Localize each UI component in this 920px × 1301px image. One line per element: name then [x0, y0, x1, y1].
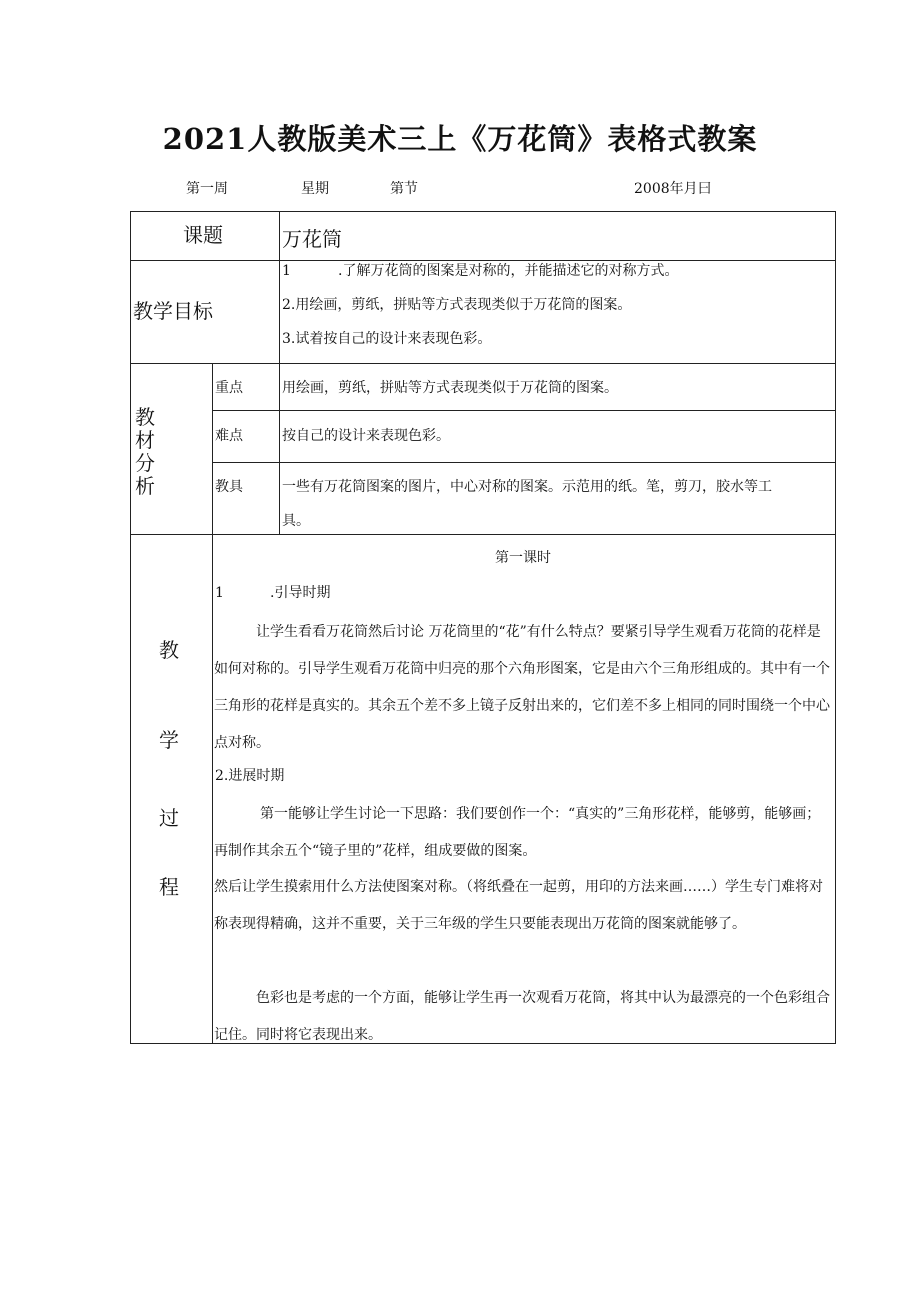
step-1-paragraph: 让学生看看万花筒然后讨论 万花筒里的“花”有什么特点？要紧引导学生观看万花筒的花样是如何对称的。引导学生观看万花筒中归亮的那个六角形图案，它是由六个三角形组成的。其中有一个三角形的花样是真实的。其余五个差不多上镜子反射出来的，它们差不多上相同的同时围绕一个中心点对称。 — [214, 624, 830, 751]
column-divider — [279, 211, 280, 363]
step-1-title: .引导时期 — [270, 585, 331, 601]
meta-period: 第节 — [390, 181, 418, 197]
value-topic: 万花筒 — [282, 227, 342, 251]
row-divider — [212, 462, 836, 463]
label-process-char-1: 教 — [159, 638, 179, 662]
goal-3-text: 3.试着按自己的设计来表现色彩。 — [282, 331, 492, 347]
label-process-char-2: 学 — [159, 728, 179, 752]
value-aids-line-1: 一些有万花筒图案的图片，中心对称的图案。示范用的纸。笔，剪刀，胶水等工 — [282, 479, 772, 495]
meta-week: 第一周 — [186, 181, 228, 197]
step-1-number: 1 — [215, 585, 224, 601]
step-2-paragraph-2: 然后让学生摸索用什么方法使图案对称。（将纸叠在一起剪，用印的方法来画……）学生专门难将对称表现得精确，这并不重要，关于三年级的学生只要能表现出万花筒的图案就能够了。 — [214, 879, 823, 932]
step-2-paragraph-1: 第一能够让学生讨论一下思路：我们要创作一个：“真实的”三角形花样，能够剪，能够画；再制作其余五个“镜子里的”花样，组成要做的图案。 — [214, 806, 821, 859]
label-difficulty: 难点 — [215, 428, 243, 444]
value-key-point: 用绘画，剪纸，拼贴等方式表现类似于万花筒的图案。 — [282, 380, 618, 396]
label-process-char-3: 过 — [159, 806, 179, 830]
row-divider — [212, 410, 836, 411]
label-material-analysis: 教材分析 — [135, 405, 155, 498]
meta-weekday: 星期 — [301, 181, 329, 197]
value-difficulty: 按自己的设计来表现色彩。 — [282, 428, 450, 444]
label-aids: 教具 — [215, 479, 243, 495]
label-goals: 教学目标 — [133, 299, 213, 323]
label-process-char-4: 程 — [159, 875, 179, 899]
label-key-point: 重点 — [215, 380, 243, 396]
step-2-paragraph-3: 色彩也是考虑的一个方面，能够让学生再一次观看万花筒，将其中认为最漂亮的一个色彩组合记住。同时将它表现出来。 — [214, 990, 830, 1043]
lesson-heading: 第一课时 — [495, 550, 551, 566]
meta-date: 2008年月曰 — [634, 181, 712, 197]
label-topic: 课题 — [183, 223, 223, 247]
page-title: 2021人教版美术三上《万花筒》表格式教案 — [162, 122, 758, 156]
goal-2-text: 2.用绘画，剪纸，拼贴等方式表现类似于万花筒的图案。 — [282, 297, 632, 313]
row-divider — [130, 363, 836, 364]
column-divider — [212, 363, 213, 1044]
goal-1-text: .了解万花筒的图案是对称的，并能描述它的对称方式。 — [338, 263, 679, 279]
column-divider — [279, 363, 280, 534]
row-divider — [130, 534, 836, 535]
value-aids-line-2: 具。 — [282, 513, 310, 529]
step-2-title: 2.进展时期 — [215, 768, 285, 784]
goal-1-number: 1 — [282, 263, 291, 279]
